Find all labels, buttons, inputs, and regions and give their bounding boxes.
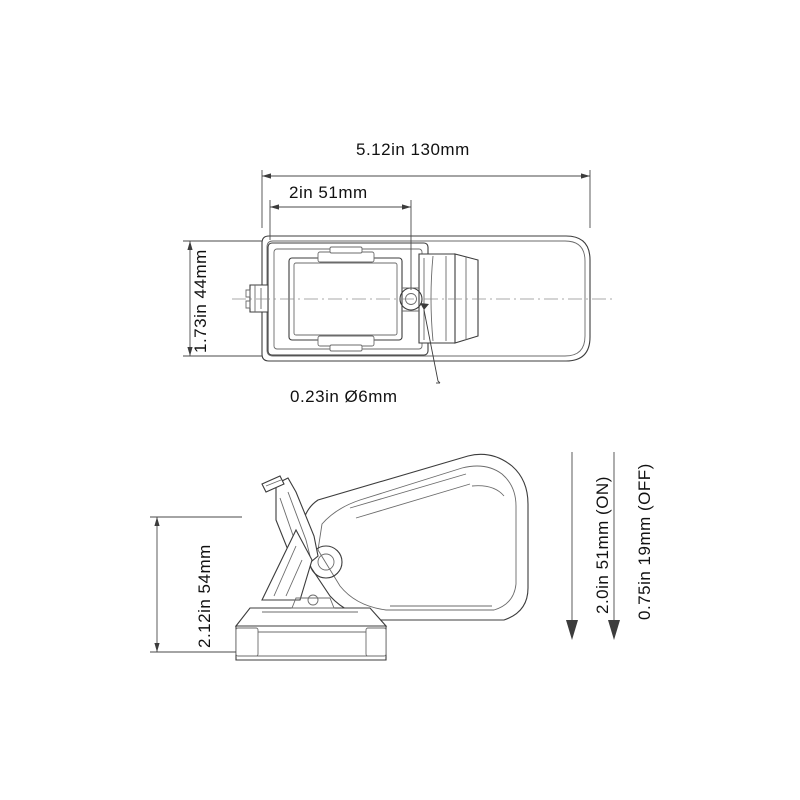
label-overall-width: 1.73in 44mm: [191, 249, 210, 353]
label-base-width: 2in 51mm: [289, 183, 368, 202]
label-hole-diameter: 0.23in Ø6mm: [290, 387, 398, 406]
side-view-geometry: [236, 454, 528, 660]
top-view-geometry: [232, 236, 614, 361]
label-switch-off: 0.75in 19mm (OFF): [635, 463, 654, 620]
label-switch-on: 2.0in 51mm (ON): [593, 476, 612, 614]
label-overall-length: 5.12in 130mm: [356, 140, 470, 159]
label-overall-height: 2.12in 54mm: [195, 544, 214, 648]
